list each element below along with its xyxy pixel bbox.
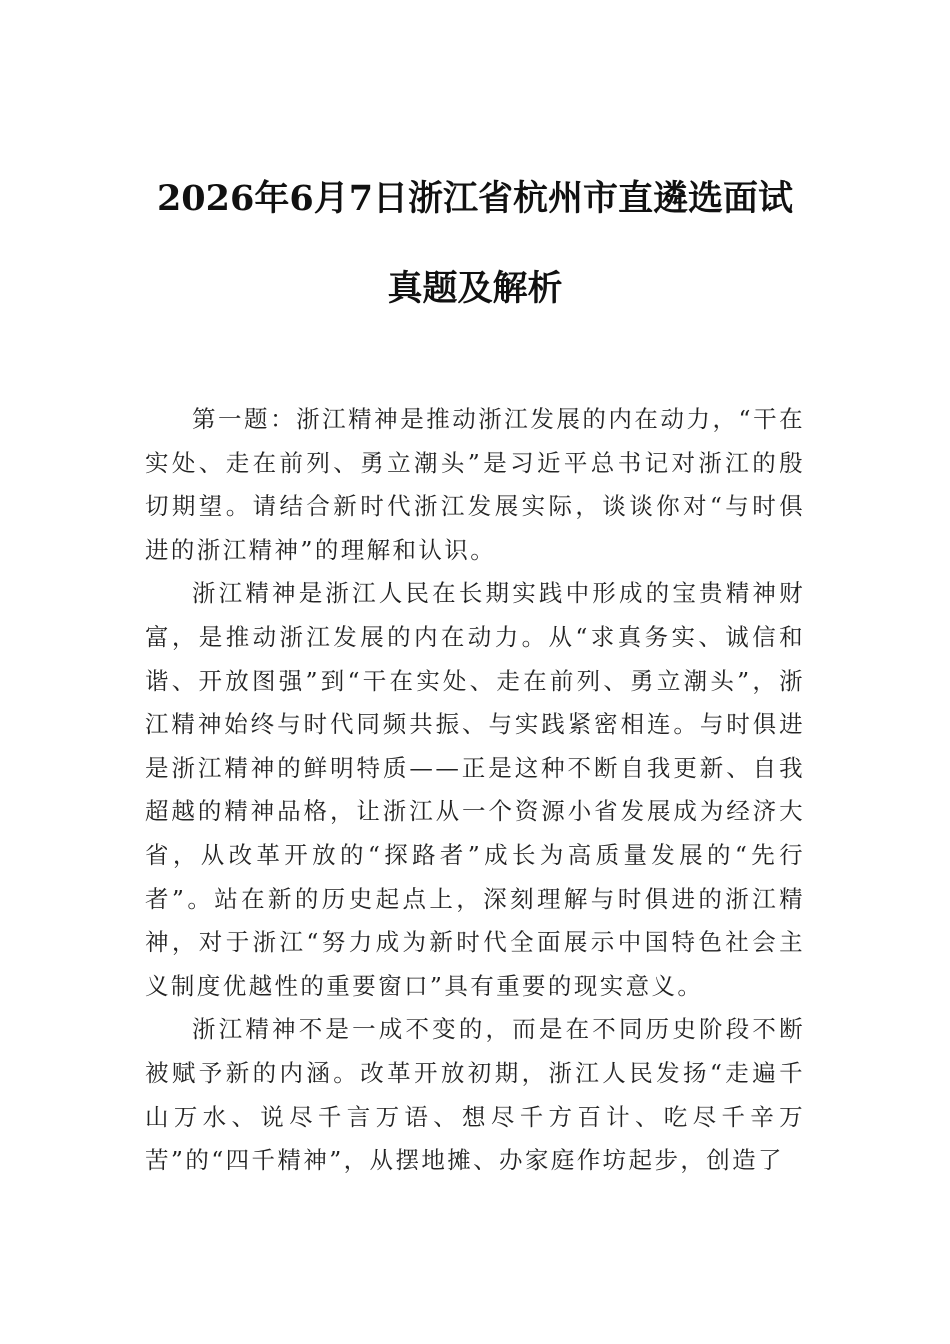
question-paragraph: 第一题：浙江精神是推动浙江发展的内在动力，“干在实处、走在前列、勇立潮头”是习近平总书记对浙江的殷切期望。请结合新时代浙江发展实际，谈谈你对“与时俱进的浙江精神”的理解和认识。	[145, 405, 805, 564]
body-paragraph: 浙江精神不是一成不变的，而是在不同历史阶段不断被赋予新的内涵。改革开放初期，浙江人民发扬“走遍千山万水、说尽千言万语、想尽千方百计、吃尽千辛万苦”的“四千精神”，从摆地摊、办家庭作坊起步，创造了	[145, 1015, 805, 1175]
document-body	[145, 398, 805, 1183]
body-paragraph: 浙江精神是浙江人民在长期实践中形成的宝贵精神财富，是推动浙江发展的内在动力。从“求真务实、诚信和谐、开放图强”到“干在实处、走在前列、勇立潮头”，浙江精神始终与时代同频共振、与实践紧密相连。与时俱进是浙江精神的鲜明特质——正是这种不断自我更新、自我超越的精神品格，让浙江从一个资源小省发展成为经济大省，从改革开放的“探路者”成长为高质量发展的“先行者”。站在新的历史起点上，深刻理解与时俱进的浙江精神，对于浙江“努力成为新时代全面展示中国特色社会主义制度优越性的重要窗口”具有重要的现实意义。	[145, 579, 805, 1000]
document-title-line-2: 真题及解析	[387, 268, 563, 309]
document-title-line-1: 2026年6月7日浙江省杭州市直遴选面试	[156, 178, 794, 219]
